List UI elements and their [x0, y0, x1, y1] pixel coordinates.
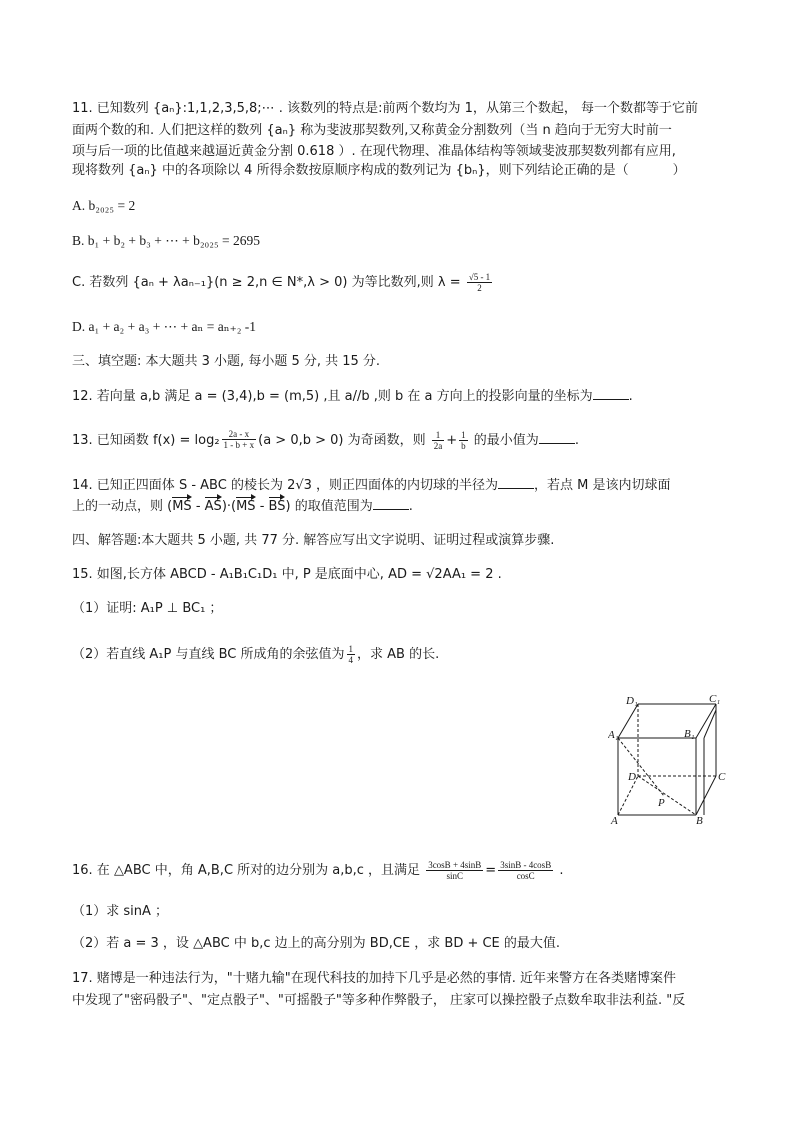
q14-text-2: ，若点 M 是该内切球面 [534, 478, 671, 493]
section-3-heading: 三、填空题: 本大题共 3 小题, 每小题 5 分, 共 15 分. [72, 354, 381, 369]
segment-a1p [618, 738, 664, 796]
equals-sign: = [485, 863, 497, 878]
frac-num: 1 [348, 644, 354, 654]
q14-line-1 [72, 476, 671, 495]
vector-as: AS [204, 499, 222, 514]
frac-den: cosC [516, 871, 535, 881]
q11-option-d: D. a₁ + a₂ + a₃ + ⋯ + aₙ = aₙ₊₂ -1 [72, 319, 257, 334]
q11-option-b: B. b₁ + b₂ + b₃ + ⋯ + b₂₀₂₅ = 2695 [72, 233, 261, 248]
q14-text-1: 14. 已知正四面体 S - ABC 的棱长为 2√3 ，则正四面体的内切球的半径为 [72, 478, 499, 493]
q11-line-1: 11. 已知数列 {aₙ}:1,1,2,3,5,8;⋯ . 该数列的特点是:前两个数均为 1，从第三个数起， 每一个数都等于它前 [72, 101, 698, 116]
q16-part-1: （1）求 sinA ； [72, 904, 169, 919]
q16-part-2: （2）若 a = 3 ，设 △ABC 中 b,c 边上的高分别为 BD,CE ，求 BD + CE 的最大值. [72, 936, 561, 951]
q11-line-2: 面两个数的和. 人们把这样的数列 {aₙ} 称为斐波那契数列,又称黄金分割数列（当 n 趋向于无穷大时前一 [72, 123, 672, 138]
frac-num: 1 [461, 430, 466, 440]
q16-line-1 [72, 860, 563, 881]
frac-num: √5 - 1 [468, 272, 491, 282]
cuboid-figure [608, 690, 728, 825]
q11-line-4 [72, 162, 686, 180]
q13-fraction-2 [459, 430, 468, 451]
label-a1: A₁ [608, 729, 619, 741]
label-d: D [628, 771, 636, 783]
q13-pre: 13. 已知函数 f(x) = log₂ [72, 433, 220, 448]
label-b: B [696, 815, 703, 825]
q17-line-2: 中发现了"密码骰子"、"定点骰子"、"可摇骰子"等多种作弊骰子， 庄家可以操控骰子点数牟取非法利益. "反 [72, 993, 686, 1008]
label-c: C [718, 771, 726, 783]
q11-line-4-text: 现将数列 {aₙ} 中的各项除以 4 所得余数按原顺序构成的数列记为 {bₙ}，则下列结论正确的是（ [72, 163, 629, 178]
q11-option-c-text: C. 若数列 {aₙ + λaₙ₋₁}(n ≥ 2,n ∈ N*,λ > 0) 为等比数列,则 λ = [72, 275, 461, 290]
q14-line-2: 上的一动点，则 (MS - AS)·(MS - BS) 的取值范围为 . [72, 499, 413, 514]
q16-end: . [559, 863, 564, 878]
q15-part-2-end: ，求 AB 的长. [357, 647, 440, 662]
q15-part-1: （1）证明: A₁P ⊥ BC₁ ； [72, 601, 223, 616]
label-d1: D₁ [626, 695, 638, 707]
q15-fraction [347, 644, 356, 665]
q11-option-a: A. b₂₀₂₅ = 2 [72, 198, 136, 213]
frac-den: 2 [477, 283, 482, 293]
q15-line-1: 15. 如图,长方体 ABCD - A₁B₁C₁D₁ 中, P 是底面中心, AD = √2AA₁ = 2 . [72, 567, 502, 582]
vector-bs: BS [268, 499, 286, 514]
answer-blank [593, 387, 629, 400]
minus-sign-2: - [255, 499, 269, 514]
q14-text-4: ) 的取值范围为 [285, 499, 373, 514]
q13-fraction-1 [432, 430, 445, 451]
answer-blank [373, 497, 409, 510]
diagonal-db [638, 776, 696, 815]
q13-post: 的最小值为 [473, 433, 539, 448]
frac-num: 3cosB + 4sinB [428, 860, 482, 870]
q11-option-c-fraction [467, 272, 492, 293]
frac-den: 2a [433, 441, 443, 451]
q16-text: 16. 在 △ABC 中，角 A,B,C 所对的边分别为 a,b,c ，且满足 [72, 863, 421, 878]
vector-ms-2: MS [236, 499, 256, 514]
vector-ms: MS [172, 499, 192, 514]
q11-option-c [72, 272, 494, 293]
label-b1: B₁ [684, 728, 695, 740]
answer-blank [539, 431, 575, 444]
label-c1: C₁ [709, 693, 721, 705]
answer-blank [498, 476, 534, 489]
dot-sign: )·( [221, 499, 237, 514]
q13-line: 13. 已知函数 f(x) = log₂ $\frac{2a - x}{1 - b + x}$ (a > 0,b > 0) 为奇函数，则 $\frac{1}{2a}$ + $\frac{1}{b}$ 的最小值为 . [72, 429, 579, 451]
q15-part-2 [72, 644, 439, 665]
label-a: A [611, 815, 618, 825]
frac-num: 1 [432, 430, 445, 441]
q16-left-fraction [426, 860, 483, 881]
frac-den: 4 [348, 655, 354, 665]
frac-den: b [461, 441, 466, 451]
frac-den: 1 - b + x [223, 440, 255, 450]
q13-mid: (a > 0,b > 0) 为奇函数，则 [258, 433, 426, 448]
q14-text-3: 上的一动点，则 ( [72, 499, 173, 514]
frac-num: 3sinB - 4cosB [500, 860, 552, 870]
minus-sign: - [191, 499, 205, 514]
q13-log-fraction [222, 429, 257, 450]
q12-text: 12. 若向量 a,b 满足 a = (3,4),b = (m,5) ,且 a//b ,则 b 在 a 方向上的投影向量的坐标为 [72, 389, 593, 404]
edge-bc [696, 776, 716, 815]
q12-line: 12. 若向量 a,b 满足 a = (3,4),b = (m,5) ,且 a//b ,则 b 在 a 方向上的投影向量的坐标为 . [72, 389, 633, 404]
frac-den: sinC [446, 871, 463, 881]
section-4-heading: 四、解答题:本大题共 5 小题, 共 77 分. 解答应写出文字说明、证明过程或演算步骤. [72, 533, 555, 548]
q11-line-3: 项与后一项的比值越来越逼近黄金分割 0.618 ）. 在现代物理、准晶体结构等领域斐波那契数列都有应用, [72, 144, 676, 159]
q16-right-fraction [498, 860, 553, 881]
frac-num: 2a - x [222, 429, 257, 440]
q17-line-1: 17. 赌博是一种违法行为，"十赌九输"在现代科技的加持下几乎是必然的事情. 近年来警方在各类赌博案件 [72, 971, 677, 986]
q15-part-2-text: （2）若直线 A₁P 与直线 BC 所成角的余弦值为 [72, 647, 345, 662]
edge-a1d1 [618, 704, 638, 738]
label-p: P [658, 797, 665, 809]
q11-line-4-paren: ） [672, 163, 686, 178]
q13-plus: + [446, 433, 458, 448]
